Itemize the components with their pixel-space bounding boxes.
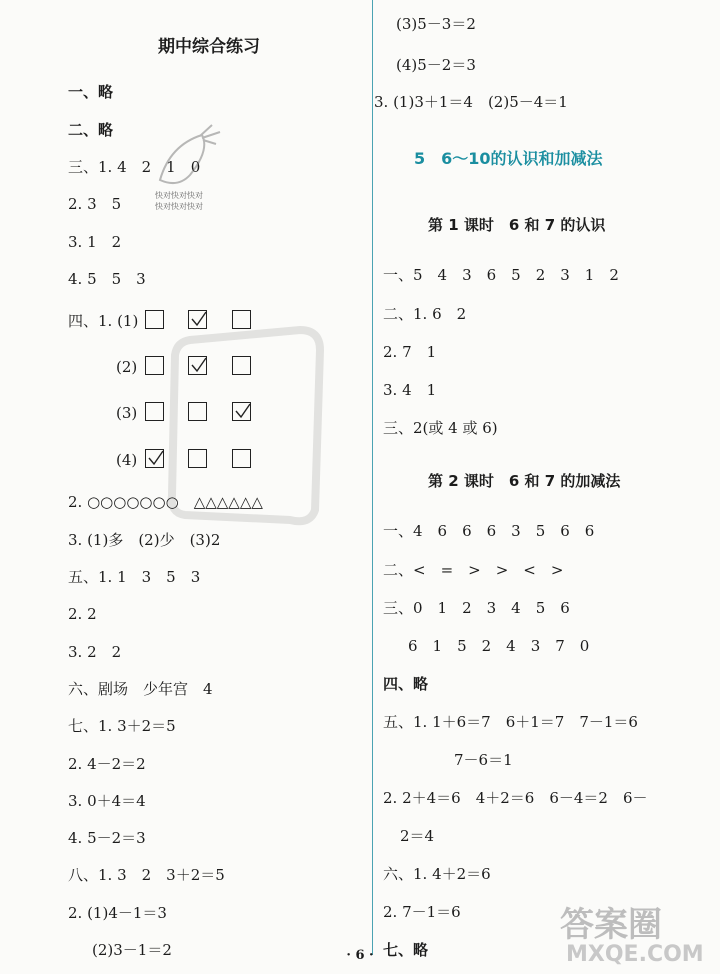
- answer-line: 6 1 5 2 4 3 7 0: [408, 637, 590, 655]
- lesson-heading: 第 1 课时 6 和 7 的认识: [428, 216, 606, 234]
- answer-line: 一、略: [68, 83, 114, 101]
- answer-line: 4. 5 5 3: [68, 270, 146, 288]
- answer-line: 3. 0＋4＝4: [68, 792, 146, 810]
- answer-line: 2. 7－1＝6: [383, 903, 461, 921]
- lesson-heading: 第 2 课时 6 和 7 的加减法: [428, 472, 621, 490]
- answer-line: 七、略: [383, 941, 429, 959]
- answer-line: 三、2(或 4 或 6): [383, 419, 498, 437]
- answer-line: 3. 4 1: [383, 381, 437, 399]
- url-watermark: MXQE.COM: [566, 942, 704, 967]
- checkbox-row-label: 四、1. (1): [68, 312, 139, 330]
- answer-line: 7－6＝1: [454, 751, 513, 769]
- answer-line: 2. ○○○○○○○ △△△△△△: [68, 493, 263, 511]
- answer-line: 3. (1)3＋1＝4 (2)5－4＝1: [374, 93, 568, 111]
- answer-line: 三、1. 4 2 1 0: [68, 158, 201, 176]
- answer-line: 2. 7 1: [383, 343, 437, 361]
- answer-line: 二、略: [68, 121, 114, 139]
- watermark-text: 快对快对快对: [155, 202, 203, 211]
- answer-line: 二、< = > > < >: [383, 561, 564, 579]
- answer-line: 3. 1 2: [68, 233, 122, 251]
- carrot-logo-icon: [140, 120, 230, 200]
- answer-line: 2＝4: [400, 827, 435, 845]
- answer-line: 2. 3 5: [68, 195, 122, 213]
- watermark-text: 快对快对快对: [155, 191, 203, 200]
- page-title: 期中综合练习: [158, 37, 260, 57]
- answer-line: 2. (1)4－1＝3: [68, 904, 167, 922]
- answer-line: 八、1. 3 2 3＋2＝5: [68, 866, 225, 884]
- checkbox-row-label: (4): [116, 451, 138, 469]
- answer-line: (3)5－3＝2: [396, 15, 476, 33]
- answer-line: 2. 2＋4＝6 4＋2＝6 6－4＝2 6－: [383, 789, 648, 807]
- answer-line: 六、1. 4＋2＝6: [383, 865, 491, 883]
- answer-line: 二、1. 6 2: [383, 305, 467, 323]
- answer-line: 五、1. 1 3 5 3: [68, 568, 201, 586]
- brand-watermark: 答案圈: [560, 905, 662, 945]
- answer-line: 六、剧场 少年宫 4: [68, 680, 213, 698]
- answer-line: 三、0 1 2 3 4 5 6: [383, 599, 570, 617]
- checkbox-row-label: (2): [116, 358, 138, 376]
- answer-line: 4. 5－2＝3: [68, 829, 146, 847]
- answer-line: 五、1. 1＋6＝7 6＋1＝7 7－1＝6: [383, 713, 638, 731]
- answer-line: 四、略: [383, 675, 429, 693]
- answer-line: 七、1. 3＋2＝5: [68, 717, 176, 735]
- answer-line: 一、4 6 6 6 3 5 6 6: [383, 522, 595, 540]
- answer-line: 2. 4－2＝2: [68, 755, 146, 773]
- answer-line: (2)3－1＝2: [92, 941, 172, 959]
- answer-line: 2. 2: [68, 605, 97, 623]
- answer-line: 一、5 4 3 6 5 2 3 1 2: [383, 266, 619, 284]
- page-number: · 6 ·: [346, 948, 374, 963]
- column-divider: [372, 0, 373, 955]
- answer-line: 3. (1)多 (2)少 (3)2: [68, 531, 221, 549]
- checkbox-row-label: (3): [116, 404, 138, 422]
- answer-line: 3. 2 2: [68, 643, 122, 661]
- answer-line: (4)5－2＝3: [396, 56, 476, 74]
- watermark-shape-icon: [160, 320, 330, 530]
- section-heading: 5 6～10的认识和加减法: [414, 149, 603, 168]
